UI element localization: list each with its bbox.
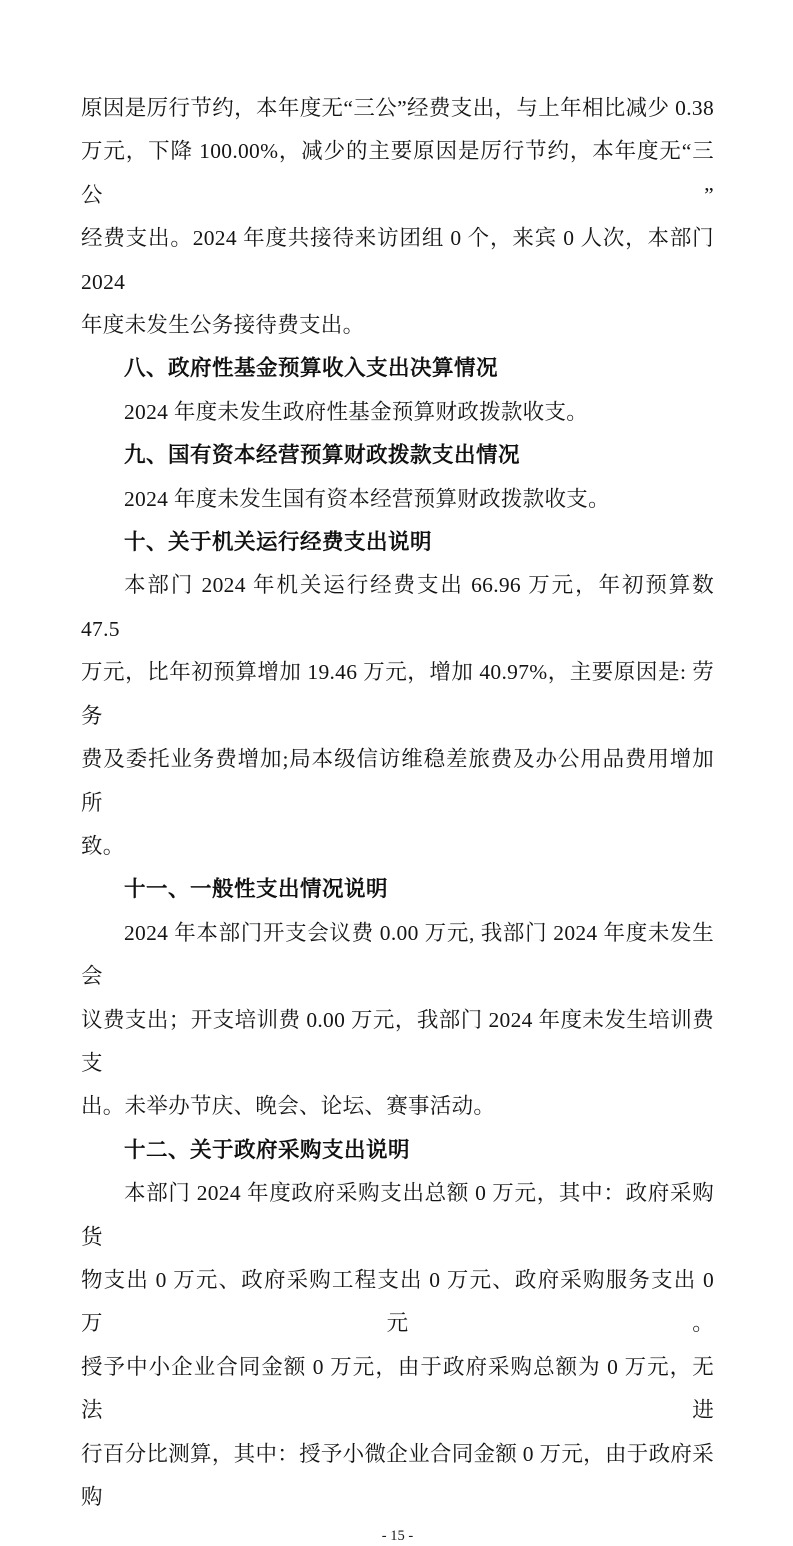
- paragraph-section-9: [81, 478, 714, 521]
- section-heading-10-agency-operating-expenses: 十、关于机关运行经费支出说明: [124, 530, 433, 555]
- text-line: 万元，下降 100.00%，减少的主要原因是厉行节约，本年度无“三公”: [81, 139, 714, 207]
- paragraph-section-11: [81, 912, 714, 1129]
- text-line: 致。: [81, 833, 125, 858]
- text-line: 2024 年度未发生国有资本经营预算财政拨款收支。: [124, 486, 610, 511]
- paragraph-section-12: [81, 1172, 714, 1519]
- section-heading-8-government-fund-budget: 八、政府性基金预算收入支出决算情况: [124, 356, 499, 381]
- text-line: 年度未发生公务接待费支出。: [81, 313, 365, 338]
- text-line: 万元，比年初预算增加 19.46 万元，增加 40.97%，主要原因是: 劳务: [81, 660, 714, 728]
- text-line: 授予中小企业合同金额 0 万元，由于政府采购总额为 0 万元，无法进: [81, 1354, 714, 1423]
- text-line: 议费支出；开支培训费 0.00 万元，我部门 2024 年度未发生培训费支: [81, 1007, 714, 1075]
- text-line: 经费支出。2024 年度共接待来访团组 0 个，来宾 0 人次，本部门 2024: [81, 226, 714, 294]
- page-number: - 15 -: [381, 1528, 414, 1545]
- section-heading-11-general-expenditure: 十一、一般性支出情况说明: [124, 877, 389, 902]
- paragraph-section-10: [81, 564, 714, 868]
- document-body: [81, 87, 714, 1519]
- text-line: 2024 年度未发生政府性基金预算财政拨款收支。: [124, 399, 589, 424]
- text-line: 行百分比测算，其中：授予小微企业合同金额 0 万元，由于政府采购: [81, 1441, 714, 1509]
- text-line: 本部门 2024 年度政府采购支出总额 0 万元，其中：政府采购货: [81, 1181, 714, 1249]
- text-line: 原因是厉行节约，本年度无“三公”经费支出，与上年相比减少 0.38: [81, 96, 714, 120]
- text-line: 费及委托业务费增加;局本级信访维稳差旅费及办公用品费用增加所: [81, 747, 714, 815]
- paragraph-three-public-funds: [81, 87, 714, 347]
- section-heading-9-state-capital-budget: 九、国有资本经营预算财政拨款支出情况: [124, 443, 521, 468]
- section-heading-12-government-procurement: 十二、关于政府采购支出说明: [124, 1137, 411, 1162]
- text-line: 2024 年本部门开支会议费 0.00 万元, 我部门 2024 年度未发生会: [81, 920, 714, 989]
- paragraph-section-8: [81, 391, 714, 434]
- text-line: 物支出 0 万元、政府采购工程支出 0 万元、政府采购服务支出 0 万元。: [81, 1267, 714, 1336]
- text-line: 出。未举办节庆、晚会、论坛、赛事活动。: [81, 1094, 496, 1119]
- text-line: 本部门 2024 年机关运行经费支出 66.96 万元，年初预算数 47.5: [81, 573, 714, 641]
